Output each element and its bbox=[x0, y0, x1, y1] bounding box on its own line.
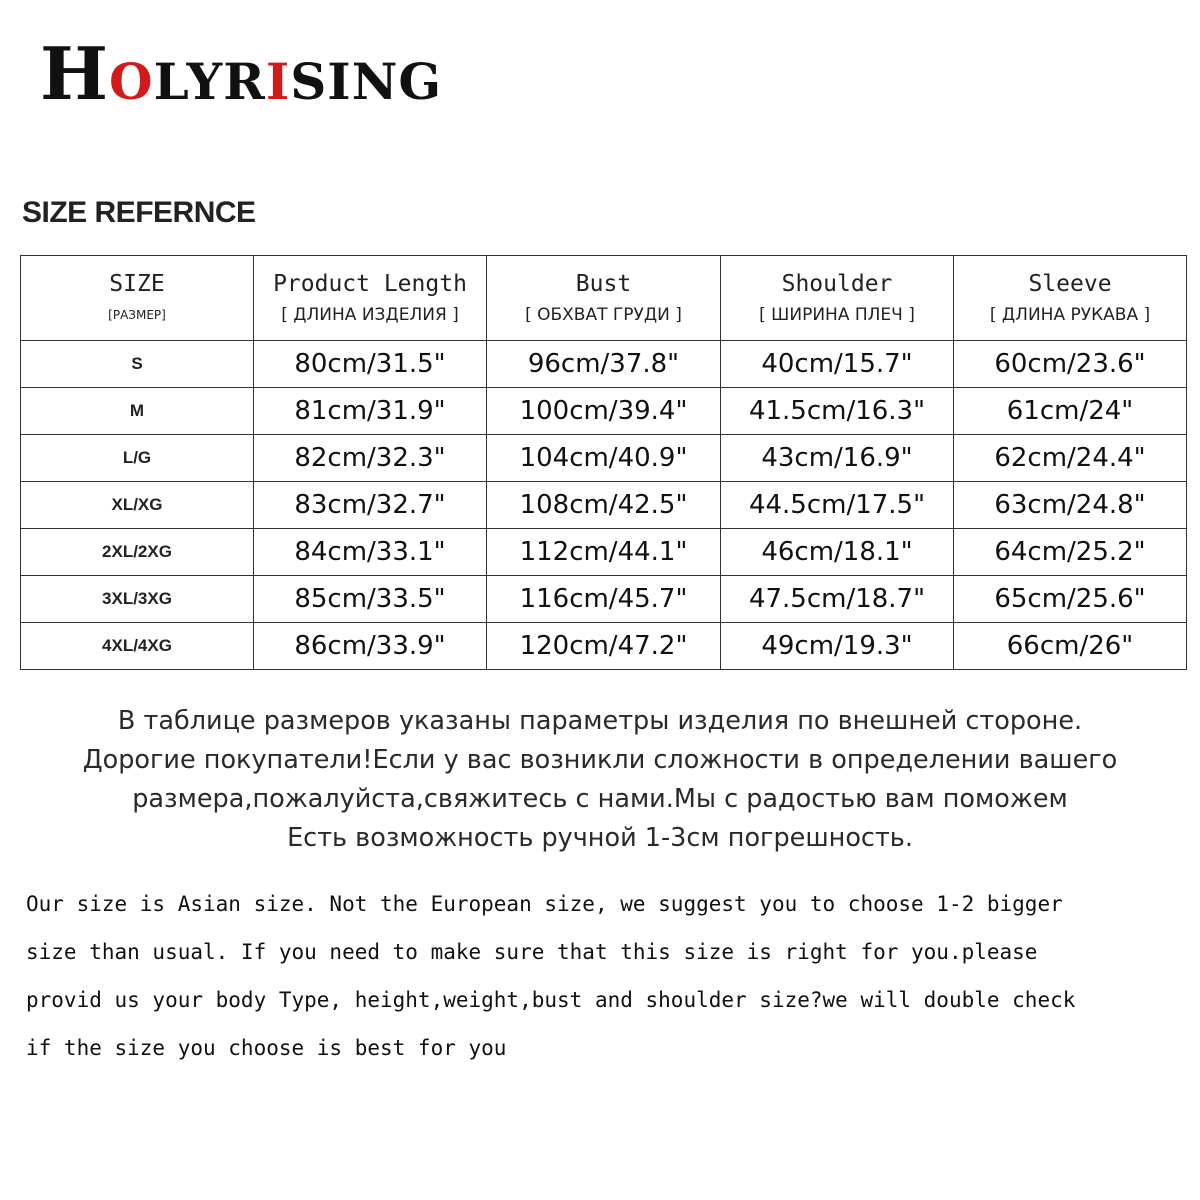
table-row bbox=[21, 623, 1187, 670]
russian-note-line: В таблице размеров указаны параметры изделия по внешней стороне. bbox=[117, 706, 1083, 736]
bust-cell: 120cm/47.2" bbox=[487, 623, 721, 670]
header-product-length bbox=[254, 256, 487, 341]
shoulder-cell: 41.5cm/16.3" bbox=[721, 388, 954, 435]
sleeve-cell: 60cm/23.6" bbox=[954, 341, 1187, 388]
header-label-ru: [РАЗМЕР] bbox=[108, 308, 166, 322]
product-length-cell: 82cm/32.3" bbox=[254, 435, 487, 482]
english-note-line: Our size is Asian size. Not the European size, we suggest you to choose 1-2 bigger bbox=[26, 892, 1063, 916]
header-label-en: Shoulder bbox=[781, 271, 893, 297]
shoulder-cell: 43cm/16.9" bbox=[721, 435, 954, 482]
size-cell: S bbox=[21, 341, 254, 388]
table-row bbox=[21, 529, 1187, 576]
header-label-en: Bust bbox=[575, 271, 632, 297]
header-label-en: Product Length bbox=[273, 271, 467, 297]
header-bust bbox=[487, 256, 721, 341]
shoulder-cell: 46cm/18.1" bbox=[721, 529, 954, 576]
table-body bbox=[21, 341, 1187, 670]
bust-cell: 112cm/44.1" bbox=[487, 529, 721, 576]
sleeve-cell: 63cm/24.8" bbox=[954, 482, 1187, 529]
product-length-cell: 81cm/31.9" bbox=[254, 388, 487, 435]
russian-note-line: размера,пожалуйста,свяжитесь с нами.Мы с радостью вам поможем bbox=[132, 784, 1068, 814]
bust-cell: 116cm/45.7" bbox=[487, 576, 721, 623]
logo-letters: H bbox=[40, 31, 110, 116]
size-table bbox=[20, 255, 1187, 670]
logo-letters: LYR bbox=[153, 52, 266, 111]
sleeve-cell: 66cm/26" bbox=[954, 623, 1187, 670]
logo-letters: O bbox=[109, 52, 154, 111]
table-row bbox=[21, 482, 1187, 529]
header-label-ru: [ ШИРИНА ПЛЕЧ ] bbox=[759, 305, 915, 325]
header-label-ru: [ ДЛИНА РУКАВА ] bbox=[989, 305, 1151, 325]
size-cell: 2XL/2XG bbox=[21, 529, 254, 576]
shoulder-cell: 44.5cm/17.5" bbox=[721, 482, 954, 529]
english-note-line: provid us your body Type, height,weight,bust and shoulder size?we will double check bbox=[26, 988, 1076, 1012]
header-label-ru: [ ДЛИНА ИЗДЕЛИЯ ] bbox=[281, 305, 459, 325]
table-row bbox=[21, 435, 1187, 482]
bust-cell: 104cm/40.9" bbox=[487, 435, 721, 482]
header-label-en: Sleeve bbox=[1028, 271, 1112, 297]
sleeve-cell: 65cm/25.6" bbox=[954, 576, 1187, 623]
header-label-en: SIZE bbox=[109, 271, 165, 297]
header-size bbox=[21, 256, 254, 341]
size-cell: 4XL/4XG bbox=[21, 623, 254, 670]
english-note-line: size than usual. If you need to make sure that this size is right for you.please bbox=[26, 940, 1038, 964]
header-shoulder bbox=[721, 256, 954, 341]
product-length-cell: 83cm/32.7" bbox=[254, 482, 487, 529]
product-length-cell: 86cm/33.9" bbox=[254, 623, 487, 670]
sleeve-cell: 61cm/24" bbox=[954, 388, 1187, 435]
bust-cell: 108cm/42.5" bbox=[487, 482, 721, 529]
english-note-line: if the size you choose is best for you bbox=[26, 1036, 507, 1060]
header-sleeve bbox=[954, 256, 1187, 341]
size-cell: M bbox=[21, 388, 254, 435]
section-title: SIZE REFERNCE bbox=[22, 196, 256, 229]
sleeve-cell: 64cm/25.2" bbox=[954, 529, 1187, 576]
sleeve-cell: 62cm/24.4" bbox=[954, 435, 1187, 482]
product-length-cell: 85cm/33.5" bbox=[254, 576, 487, 623]
russian-note bbox=[0, 702, 1200, 858]
shoulder-cell: 49cm/19.3" bbox=[721, 623, 954, 670]
russian-note-line: Есть возможность ручной 1-3см погрешность. bbox=[287, 823, 913, 853]
header-label-ru: [ ОБХВАТ ГРУДИ ] bbox=[525, 305, 682, 325]
bust-cell: 100cm/39.4" bbox=[487, 388, 721, 435]
table-row bbox=[21, 388, 1187, 435]
product-length-cell: 80cm/31.5" bbox=[254, 341, 487, 388]
size-cell: XL/XG bbox=[21, 482, 254, 529]
brand-logo bbox=[40, 31, 443, 116]
table-header-row bbox=[21, 256, 1187, 341]
table-row bbox=[21, 341, 1187, 388]
russian-note-line: Дорогие покупатели!Если у вас возникли сложности в определении вашего bbox=[82, 745, 1118, 775]
table-row bbox=[21, 576, 1187, 623]
english-note bbox=[26, 880, 1186, 1072]
logo-letters: SING bbox=[290, 52, 443, 111]
size-cell: 3XL/3XG bbox=[21, 576, 254, 623]
bust-cell: 96cm/37.8" bbox=[487, 341, 721, 388]
shoulder-cell: 40cm/15.7" bbox=[721, 341, 954, 388]
logo-letters: I bbox=[265, 52, 291, 111]
shoulder-cell: 47.5cm/18.7" bbox=[721, 576, 954, 623]
size-cell: L/G bbox=[21, 435, 254, 482]
product-length-cell: 84cm/33.1" bbox=[254, 529, 487, 576]
